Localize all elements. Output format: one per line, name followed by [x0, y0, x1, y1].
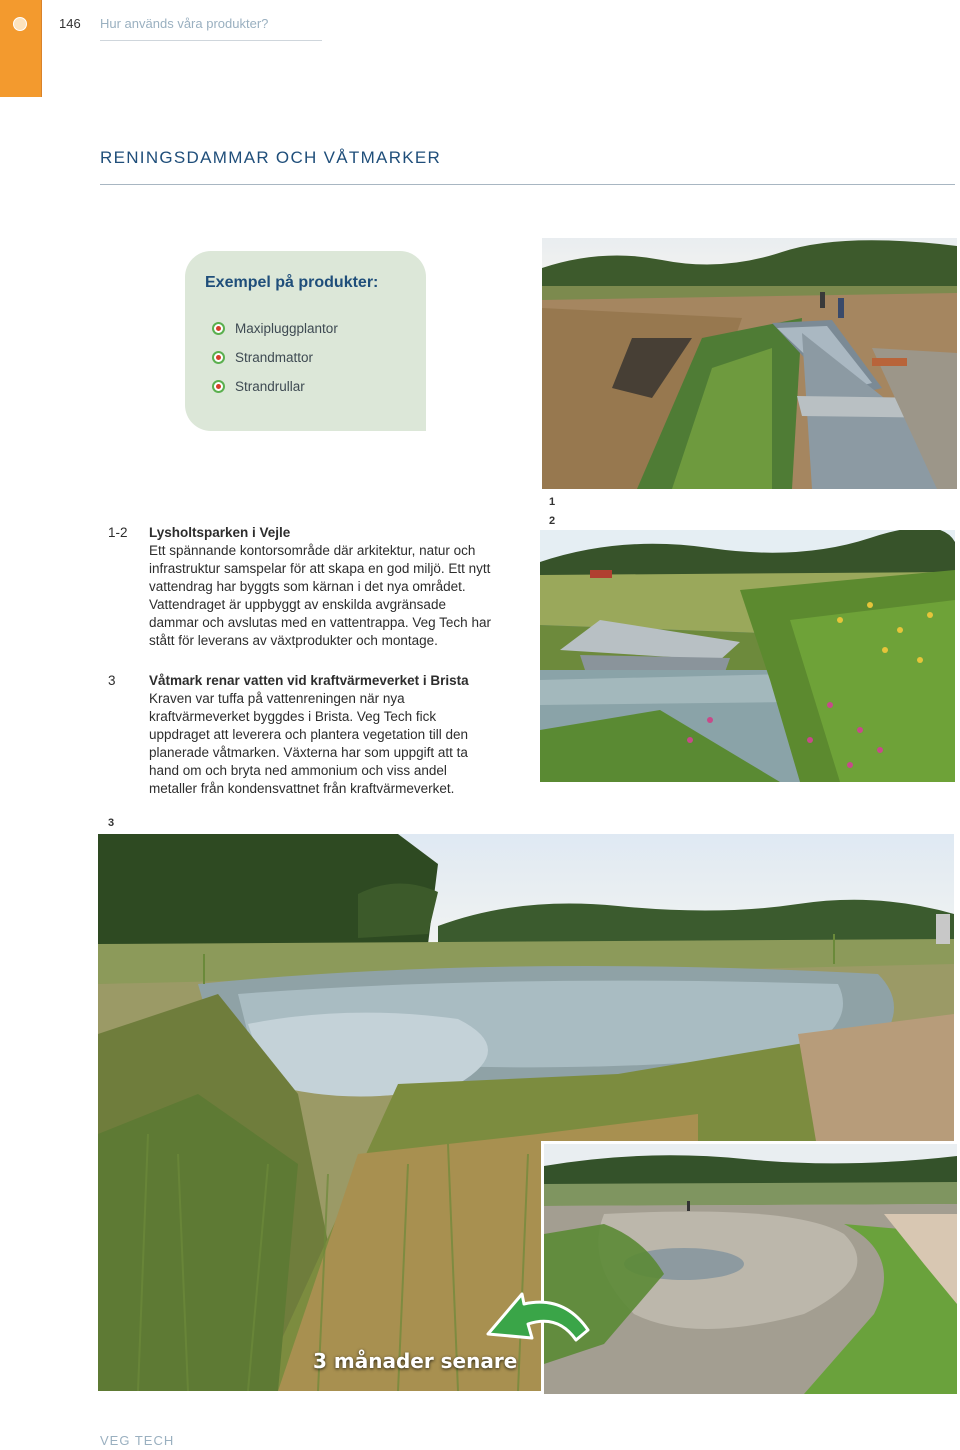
- caption-heading: Våtmark renar vatten vid kraftvärmeverket i Brista: [149, 673, 469, 688]
- caption-number: 3: [108, 673, 116, 688]
- bullet-icon: [212, 351, 225, 364]
- product-box-title: Exempel på produkter:: [205, 274, 379, 291]
- product-item: Maxipluggplantor: [212, 314, 338, 343]
- tab-dot-icon: [13, 17, 27, 31]
- caption-number: 1-2: [108, 525, 128, 540]
- caption-heading: Lysholtsparken i Vejle: [149, 525, 291, 540]
- caption-text: Ett spännande kontorsområde där arkitektur, natur och infrastruktur samspelar för att skapa en god miljö. Ett nytt vattendrag har byggts som kärnan i det nya området. Vattendraget är uppbyggt av enskilda avgränsade dammar och avslutas med en vattentrappa. Veg Tech har stått för leverans av växtprodukter och montage.: [149, 543, 491, 648]
- caption-text: Kraven var tuffa på vattenreningen när nya kraftvärmeverket byggdes i Brista. Veg Tech fick uppdraget att leverera och plantera vegetation till den planerade våtmarken. Växterna har som uppgift att ta hand om och bryta ned ammonium och viss andel metaller från kondensvattnet från kraftvärmeverket.: [149, 691, 468, 796]
- product-examples-box: [185, 251, 426, 431]
- photo-inset-before: [541, 1141, 957, 1394]
- section-title: RENINGSDAMMAR OCH VÅTMARKER: [100, 148, 955, 185]
- running-head: Hur används våra produkter?: [100, 16, 322, 41]
- product-item: Strandmattor: [212, 343, 338, 372]
- curved-arrow-icon: [484, 1290, 592, 1350]
- bullet-icon: [212, 380, 225, 393]
- product-list: [212, 314, 338, 401]
- photo-label-3: 3: [108, 817, 115, 829]
- photo-channel-construction: [542, 238, 957, 489]
- inset-caption: 3 månader senare: [313, 1349, 518, 1373]
- photo-label-2: 2: [549, 515, 556, 527]
- product-item: Strandrullar: [212, 372, 338, 401]
- photo-label-1: 1: [549, 496, 556, 508]
- page-corner-tab: [0, 0, 42, 97]
- bullet-icon: [212, 322, 225, 335]
- page-number: 146: [59, 16, 81, 31]
- footer-brand: VEG TECH: [100, 1433, 175, 1448]
- photo-pond-vegetation: [540, 530, 955, 782]
